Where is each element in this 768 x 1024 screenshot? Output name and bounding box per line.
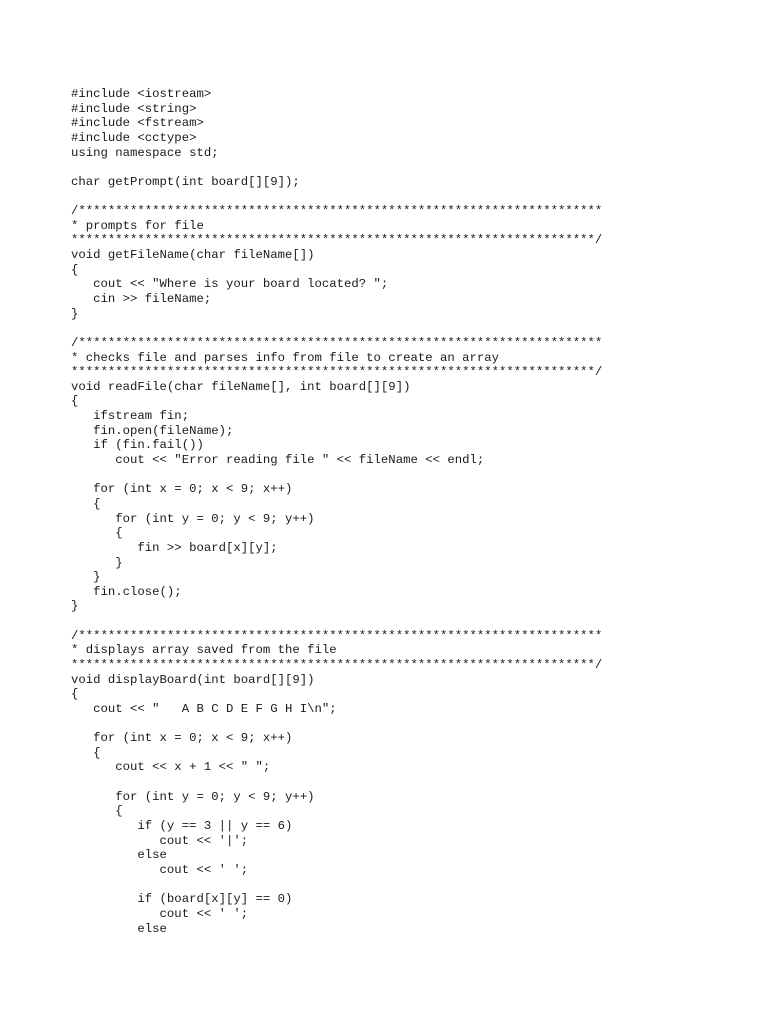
- code-line: for (int y = 0; y < 9; y++): [71, 789, 315, 804]
- code-line: void displayBoard(int board[][9]): [71, 672, 315, 687]
- code-line: #include <fstream>: [71, 116, 204, 131]
- code-line: ***********************************************************************/: [71, 233, 603, 248]
- code-line: else: [71, 921, 167, 936]
- code-line: {: [71, 745, 101, 760]
- code-line: ***********************************************************************/: [71, 657, 603, 672]
- code-line: {: [71, 804, 123, 819]
- code-line: cout << ' ';: [71, 906, 249, 921]
- code-line: cout << "Error reading file " << fileName << endl;: [71, 453, 485, 468]
- code-line: }: [71, 599, 79, 614]
- code-line: [71, 775, 602, 790]
- code-line: * checks file and parses info from file to create an array: [71, 350, 500, 365]
- code-line: [71, 468, 602, 483]
- code-line: fin.close();: [71, 584, 182, 599]
- code-line: #include <string>: [71, 101, 197, 116]
- code-line: cin >> fileName;: [71, 291, 212, 306]
- code-line: void getFileName(char fileName[]): [71, 248, 315, 263]
- code-line: [71, 160, 602, 175]
- code-line: [71, 717, 602, 732]
- code-line: using namespace std;: [71, 145, 219, 160]
- code-line: /***********************************************************************: [71, 335, 603, 350]
- code-line: [71, 614, 602, 629]
- code-line: cout << " A B C D E F G H I\n";: [71, 701, 337, 716]
- code-line: if (fin.fail()): [71, 438, 204, 453]
- code-line: for (int x = 0; x < 9; x++): [71, 731, 293, 746]
- code-line: for (int x = 0; x < 9; x++): [71, 482, 293, 497]
- code-line: }: [71, 306, 79, 321]
- code-line: [71, 189, 602, 204]
- code-line: {: [71, 394, 79, 409]
- code-line: ifstream fin;: [71, 409, 190, 424]
- code-line: cout << '|';: [71, 833, 249, 848]
- code-line: cout << ' ';: [71, 862, 249, 877]
- code-line: void readFile(char fileName[], int board[][9]): [71, 379, 411, 394]
- code-line: }: [71, 570, 101, 585]
- code-line: ***********************************************************************/: [71, 365, 603, 380]
- code-line: * prompts for file: [71, 218, 204, 233]
- code-line: {: [71, 262, 79, 277]
- code-line: [71, 321, 602, 336]
- code-line: fin >> board[x][y];: [71, 540, 278, 555]
- code-line: #include <iostream>: [71, 87, 212, 101]
- code-line: else: [71, 848, 167, 863]
- code-line: * displays array saved from the file: [71, 643, 337, 658]
- code-line: if (board[x][y] == 0): [71, 892, 293, 907]
- code-line: #include <cctype>: [71, 130, 197, 145]
- code-line: char getPrompt(int board[][9]);: [71, 174, 300, 189]
- code-line: {: [71, 496, 101, 511]
- code-line: fin.open(fileName);: [71, 423, 234, 438]
- code-line: cout << x + 1 << " ";: [71, 760, 271, 775]
- code-line: }: [71, 555, 123, 570]
- code-line: /***********************************************************************: [71, 204, 603, 219]
- code-listing: [71, 87, 602, 936]
- code-line: cout << "Where is your board located? ";: [71, 277, 389, 292]
- code-line: for (int y = 0; y < 9; y++): [71, 511, 315, 526]
- code-line: {: [71, 526, 123, 541]
- code-line: {: [71, 687, 79, 702]
- code-line: if (y == 3 || y == 6): [71, 819, 293, 834]
- code-line: [71, 878, 602, 893]
- code-line: /***********************************************************************: [71, 628, 603, 643]
